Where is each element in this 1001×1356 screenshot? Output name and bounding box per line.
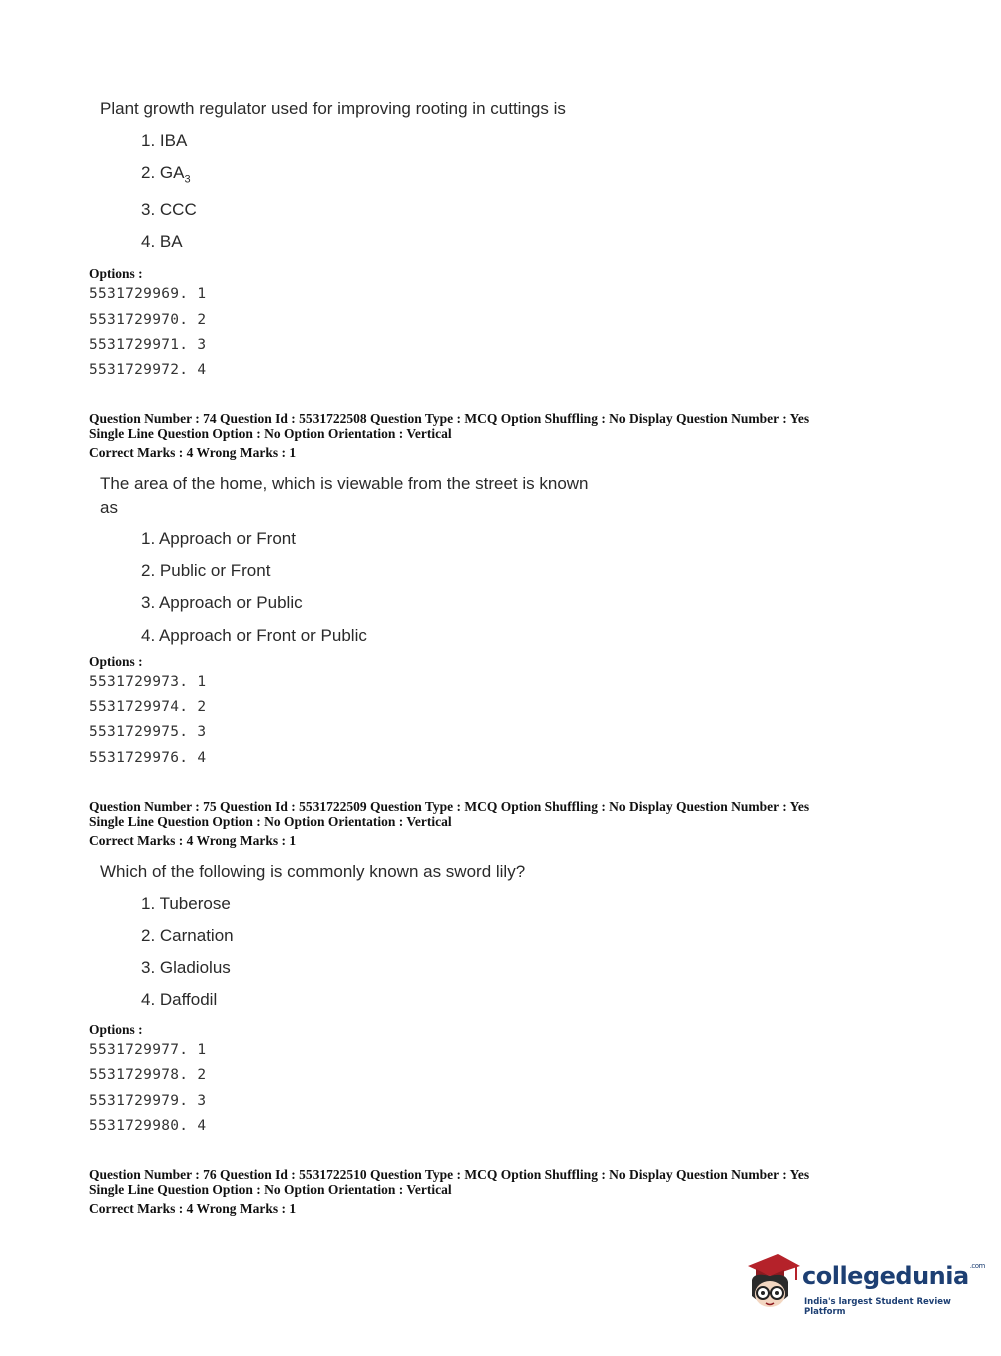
q73-option-3: 3. CCC bbox=[141, 200, 197, 219]
q75-meta-line-2: Single Line Question Option : No Option Orientation : Vertical bbox=[89, 814, 452, 829]
q74-meta-line-1: Question Number : 74 Question Id : 5531722508 Question Type : MCQ Option Shuffling : No Display Question Number : Yes bbox=[89, 411, 810, 426]
q73-option-4: 4. BA bbox=[141, 232, 183, 251]
q73-option-id-2: 5531729970. 2 bbox=[89, 312, 207, 328]
question-75-text: Which of the following is commonly known as sword lily? bbox=[100, 862, 526, 881]
q75-option-id-4: 5531729980. 4 bbox=[89, 1118, 207, 1134]
question-74-text-line-1: The area of the home, which is viewable from the street is known bbox=[100, 474, 589, 493]
q74-option-2: 2. Public or Front bbox=[141, 561, 271, 580]
q73-options-label: Options : bbox=[89, 266, 143, 281]
q75-meta-line-1: Question Number : 75 Question Id : 5531722509 Question Type : MCQ Option Shuffling : No Display Question Number : Yes bbox=[89, 799, 810, 814]
q76-meta-line-2: Single Line Question Option : No Option Orientation : Vertical bbox=[89, 1182, 452, 1197]
q75-option-id-3: 5531729979. 3 bbox=[89, 1093, 207, 1109]
q74-meta-line-2: Single Line Question Option : No Option Orientation : Vertical bbox=[89, 426, 452, 441]
q75-option-id-1: 5531729977. 1 bbox=[89, 1042, 207, 1058]
q75-marks: Correct Marks : 4 Wrong Marks : 1 bbox=[89, 833, 297, 848]
q74-option-4: 4. Approach or Front or Public bbox=[141, 626, 367, 645]
q74-option-1: 1. Approach or Front bbox=[141, 529, 296, 548]
q74-option-id-3: 5531729975. 3 bbox=[89, 724, 207, 740]
q74-option-id-4: 5531729976. 4 bbox=[89, 750, 207, 766]
q73-option-id-4: 5531729972. 4 bbox=[89, 362, 207, 378]
q73-option-1: 1. IBA bbox=[141, 131, 188, 150]
q74-option-3: 3. Approach or Public bbox=[141, 593, 303, 612]
logo-tagline: India's largest Student Review Platform bbox=[804, 1297, 951, 1317]
q75-option-id-2: 5531729978. 2 bbox=[89, 1067, 207, 1083]
q74-option-id-1: 5531729973. 1 bbox=[89, 674, 207, 690]
q75-option-1: 1. Tuberose bbox=[141, 894, 231, 913]
q75-option-3: 3. Gladiolus bbox=[141, 958, 231, 977]
q75-option-2: 2. Carnation bbox=[141, 926, 234, 945]
q73-option-id-3: 5531729971. 3 bbox=[89, 337, 207, 353]
mascot-icon bbox=[744, 1252, 804, 1318]
q73-option-id-1: 5531729969. 1 bbox=[89, 286, 207, 302]
q75-options-label: Options : bbox=[89, 1022, 143, 1037]
logo-wordmark: collegedunia$^{.com}$ bbox=[802, 1262, 985, 1290]
q74-option-id-2: 5531729974. 2 bbox=[89, 699, 207, 715]
q75-option-4: 4. Daffodil bbox=[141, 990, 218, 1009]
q73-option-2: 2. $GA_3$ bbox=[141, 163, 191, 186]
q76-marks: Correct Marks : 4 Wrong Marks : 1 bbox=[89, 1201, 297, 1216]
question-73-text: Plant growth regulator used for improving rooting in cuttings is bbox=[100, 99, 566, 118]
q74-marks: Correct Marks : 4 Wrong Marks : 1 bbox=[89, 445, 297, 460]
question-74-text-line-2: as bbox=[100, 498, 118, 517]
q74-options-label: Options : bbox=[89, 654, 143, 669]
collegedunia-logo bbox=[744, 1252, 985, 1322]
q76-meta-line-1: Question Number : 76 Question Id : 5531722510 Question Type : MCQ Option Shuffling : No Display Question Number : Yes bbox=[89, 1167, 810, 1182]
